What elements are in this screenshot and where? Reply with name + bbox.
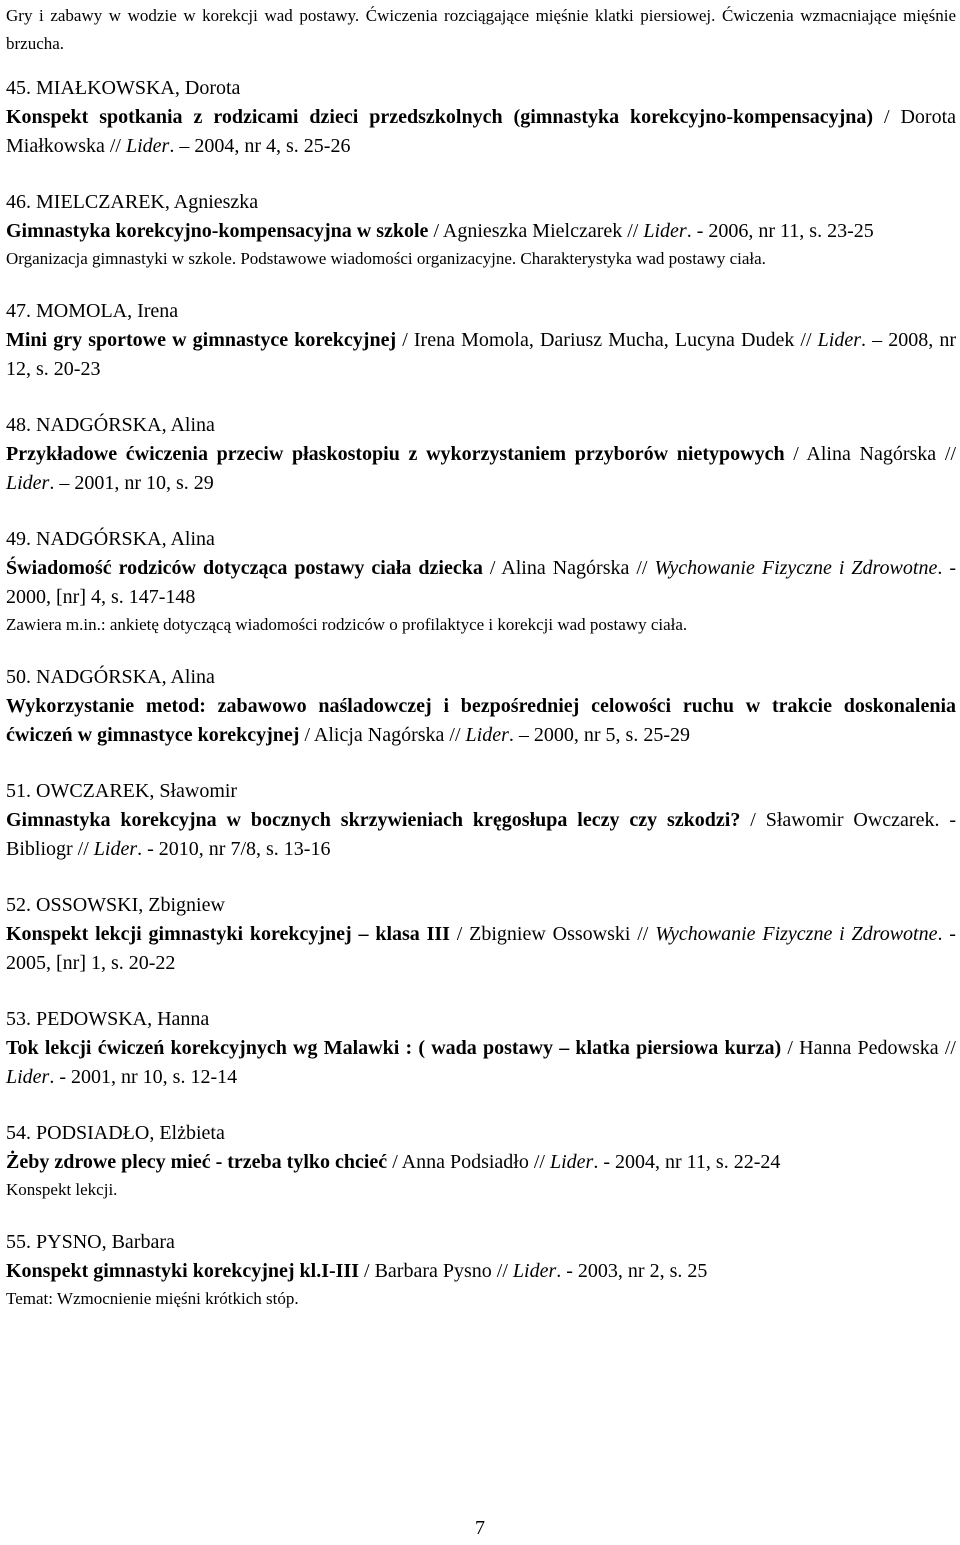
bibliography-entry — [6, 1228, 956, 1310]
entry-title: Tok lekcji ćwiczeń korekcyjnych wg Malawki : ( wada postawy – klatka piersiowa kurza) — [6, 1037, 782, 1059]
bibliography-entry — [6, 525, 956, 636]
bibliography-entry — [6, 1005, 956, 1092]
entry-source: Lider — [6, 1066, 50, 1088]
entry-author: / Dorota Miałkowska // — [6, 106, 956, 157]
entry-details: . - 2004, nr 11, s. 22-24 — [593, 1151, 781, 1173]
entry-note: Zawiera m.in.: ankietę dotyczącą wiadomości rodziców o profilaktyce i korekcji wad postawy ciała. — [6, 615, 688, 634]
entry-author: / Sławomir Owczarek. - Bibliogr // — [6, 809, 956, 860]
entry-source: Wychowanie Fizyczne i Zdrowotne — [655, 923, 938, 945]
entry-heading: 47. MOMOLA, Irena — [6, 300, 179, 322]
entry-heading: 55. PYSNO, Barbara — [6, 1231, 175, 1253]
entry-title: Gimnastyka korekcyjna w bocznych skrzywieniach kręgosłupa leczy czy szkodzi? — [6, 809, 741, 831]
bibliography-entry — [6, 297, 956, 384]
entry-details: . – 2001, nr 10, s. 29 — [49, 472, 214, 494]
entry-author: / Barbara Pysno // — [359, 1260, 513, 1282]
entry-author: / Anna Podsiadło // — [387, 1151, 550, 1173]
entry-heading: 50. NADGÓRSKA, Alina — [6, 666, 215, 688]
entry-citation — [6, 806, 956, 864]
entry-title: Wykorzystanie metod: zabawowo naśladowczej i bezpośredniej celowości ruchu w trakcie doskonalenia ćwiczeń w gimnastyce korekcyjnej — [6, 695, 956, 746]
entry-heading: 48. NADGÓRSKA, Alina — [6, 414, 215, 436]
entry-title: Gimnastyka korekcyjno-kompensacyjna w szkole — [6, 220, 429, 242]
entry-citation — [6, 217, 956, 246]
entry-source: Lider — [643, 220, 687, 242]
entry-citation — [6, 554, 956, 612]
entry-details: . – 2000, nr 5, s. 25-29 — [508, 724, 690, 746]
entry-title: Żeby zdrowe plecy mieć - trzeba tylko chcieć — [6, 1151, 388, 1173]
entry-note: Temat: Wzmocnienie mięśni krótkich stóp. — [6, 1289, 299, 1308]
entry-details: . - 2010, nr 7/8, s. 13-16 — [137, 838, 331, 860]
entry-details: . - 2001, nr 10, s. 12-14 — [49, 1066, 238, 1088]
entry-citation — [6, 1257, 956, 1286]
entry-citation — [6, 326, 956, 384]
bibliography-entry — [6, 777, 956, 864]
entry-citation — [6, 440, 956, 498]
bibliography-entry — [6, 891, 956, 978]
entry-author: / Zbigniew Ossowski // — [449, 923, 656, 945]
entry-citation — [6, 1148, 956, 1177]
entry-title: Świadomość rodziców dotycząca postawy ciała dziecka — [6, 557, 483, 579]
entry-heading: 53. PEDOWSKA, Hanna — [6, 1008, 210, 1030]
bibliography-entry — [6, 411, 956, 498]
entry-heading: 54. PODSIADŁO, Elżbieta — [6, 1122, 225, 1144]
bibliography-entry — [6, 1119, 956, 1201]
entry-author: / Hanna Pedowska // — [781, 1037, 956, 1059]
entry-author: / Alicja Nagórska // — [299, 724, 466, 746]
entry-citation — [6, 692, 956, 750]
bibliography-entry — [6, 74, 956, 161]
entry-citation — [6, 1034, 956, 1092]
bibliography-entry — [6, 188, 956, 270]
intro-text: Gry i zabawy w wodzie w korekcji wad postawy. Ćwiczenia rozciągające mięśnie klatki piersiowej. Ćwiczenia wzmacniające mięśnie brzucha. — [6, 6, 956, 53]
entry-title: Mini gry sportowe w gimnastyce korekcyjnej — [6, 329, 397, 351]
entry-source: Lider — [512, 1260, 557, 1282]
entry-note: Organizacja gimnastyki w szkole. Podstawowe wiadomości organizacyjne. Charakterystyka wad postawy ciała. — [6, 249, 766, 268]
entry-details: . – 2004, nr 4, s. 25-26 — [169, 135, 351, 157]
entry-source: Lider — [817, 329, 861, 351]
entry-heading: 52. OSSOWSKI, Zbigniew — [6, 894, 225, 916]
entry-author: / Irena Momola, Dariusz Mucha, Lucyna Dudek // — [396, 329, 818, 351]
entry-details: . - 2003, nr 2, s. 25 — [556, 1260, 708, 1282]
entry-author: / Alina Nagórska // — [784, 443, 956, 465]
entry-source: Lider — [93, 838, 138, 860]
page-number: 7 — [475, 1517, 485, 1539]
entry-details: . – 2008, nr 12, s. 20-23 — [6, 329, 956, 380]
entry-details: . - 2006, nr 11, s. 23-25 — [686, 220, 874, 242]
entry-source: Lider — [549, 1151, 594, 1173]
entry-source: Lider — [465, 724, 509, 746]
entry-heading: 45. MIAŁKOWSKA, Dorota — [6, 77, 241, 99]
entry-details: . - 2000, [nr] 4, s. 147-148 — [6, 557, 956, 608]
entry-author: / Alina Nagórska // — [482, 557, 655, 579]
bibliography-list — [6, 74, 956, 1310]
entry-title: Konspekt spotkania z rodzicami dzieci przedszkolnych (gimnastyka korekcyjno-kompensacyjna) — [6, 106, 874, 128]
entry-heading: 49. NADGÓRSKA, Alina — [6, 528, 215, 550]
bibliography-entry — [6, 663, 956, 750]
entry-citation — [6, 103, 956, 161]
entry-source: Lider — [126, 135, 170, 157]
entry-details: . - 2005, [nr] 1, s. 20-22 — [6, 923, 956, 974]
entry-heading: 46. MIELCZAREK, Agnieszka — [6, 191, 259, 213]
entry-title: Konspekt lekcji gimnastyki korekcyjnej – klasa III — [6, 923, 450, 945]
entry-title: Konspekt gimnastyki korekcyjnej kl.I-III — [6, 1260, 360, 1282]
entry-source: Wychowanie Fizyczne i Zdrowotne — [654, 557, 938, 579]
document-page — [6, 2, 956, 1337]
entry-author: / Agnieszka Mielczarek // — [428, 220, 644, 242]
entry-title: Przykładowe ćwiczenia przeciw płaskostopiu z wykorzystaniem przyborów nietypowych — [6, 443, 785, 465]
entry-note: Konspekt lekcji. — [6, 1180, 118, 1199]
entry-source: Lider — [6, 472, 50, 494]
entry-heading: 51. OWCZAREK, Sławomir — [6, 780, 238, 802]
entry-citation — [6, 920, 956, 978]
